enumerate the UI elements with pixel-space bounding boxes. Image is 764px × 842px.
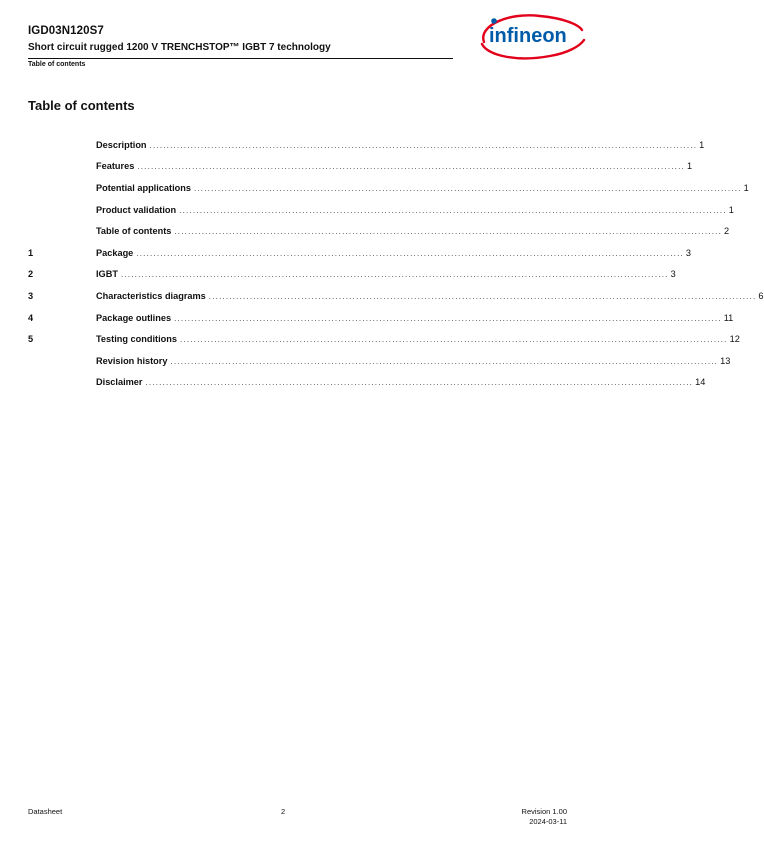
header-divider xyxy=(28,58,453,59)
toc-entry[interactable] xyxy=(28,177,749,199)
footer-doc-type: Datasheet xyxy=(28,807,63,816)
toc-entry-number: 2 xyxy=(28,269,34,280)
toc-entry-number: 4 xyxy=(28,312,34,323)
toc-dot-leader: ................................................................................................................................................................ xyxy=(145,378,694,388)
toc-entry-label[interactable]: IGBT xyxy=(96,269,118,280)
toc-entry-line xyxy=(96,247,692,258)
toc-entry-label[interactable]: Product validation xyxy=(96,204,177,215)
toc-entry-page[interactable]: 3 xyxy=(670,269,676,280)
document-subtitle: Short circuit rugged 1200 V TRENCHSTOP™ IGBT 7 technology xyxy=(28,42,331,53)
toc-entry-page[interactable]: 14 xyxy=(695,377,706,388)
toc-entry[interactable] xyxy=(28,264,676,286)
toc-entry-page[interactable]: 13 xyxy=(720,355,731,366)
toc-entry-label[interactable]: Features xyxy=(96,161,135,172)
toc-entry[interactable] xyxy=(28,372,706,394)
toc-heading: Table of contents xyxy=(28,98,135,113)
toc-dot-leader: ................................................................................................................................................................ xyxy=(136,248,684,258)
toc-entry-label[interactable]: Characteristics diagrams xyxy=(96,290,206,301)
toc-entry-line xyxy=(96,355,731,366)
toc-entry-line xyxy=(96,139,705,150)
toc-entry-page[interactable]: 3 xyxy=(685,247,692,258)
toc-entry-label[interactable]: Revision history xyxy=(96,355,168,366)
toc-entry-line xyxy=(96,226,730,237)
toc-entry[interactable] xyxy=(28,307,734,329)
toc-entry-line xyxy=(96,182,749,193)
toc-entry-label[interactable]: Potential applications xyxy=(96,182,191,193)
toc-entry[interactable] xyxy=(28,156,693,178)
toc-entry-line xyxy=(96,377,706,388)
toc-entry-label[interactable]: Testing conditions xyxy=(96,334,177,345)
toc-dot-leader: ................................................................................................................................................................ xyxy=(193,183,742,193)
toc-entry-page[interactable]: 1 xyxy=(728,204,734,215)
footer-page-number: 2 xyxy=(281,807,286,816)
toc-dot-leader: ................................................................................................................................................................ xyxy=(137,162,685,172)
toc-entry[interactable] xyxy=(28,285,764,307)
toc-entry[interactable] xyxy=(28,350,731,372)
toc-entry-label[interactable]: Disclaimer xyxy=(96,377,143,388)
toc-dot-leader: ................................................................................................................................................................ xyxy=(174,313,722,323)
toc-entry-page[interactable]: 1 xyxy=(743,182,749,193)
toc-entry-page[interactable]: 1 xyxy=(686,161,693,172)
toc-entry[interactable] xyxy=(28,220,730,242)
page-header xyxy=(28,24,453,68)
footer-revision: Revision 1.00 xyxy=(521,807,567,816)
toc-dot-leader: ................................................................................................................................................................ xyxy=(149,140,698,150)
toc-entry-number: 3 xyxy=(28,290,34,301)
toc-entry-page[interactable]: 12 xyxy=(729,334,740,345)
toc-entry[interactable] xyxy=(28,328,740,350)
toc-entry-number: 1 xyxy=(28,247,34,258)
toc-entry-line xyxy=(96,290,764,301)
toc-entry-number: 5 xyxy=(28,334,34,345)
toc-entry-page[interactable]: 11 xyxy=(723,312,734,323)
toc-entry-label[interactable]: Description xyxy=(96,139,147,150)
toc-entry-line xyxy=(96,204,734,215)
toc-dot-leader: ................................................................................................................................................................ xyxy=(179,205,727,215)
toc-list xyxy=(28,134,764,393)
toc-dot-leader: ................................................................................................................................................................ xyxy=(179,335,728,345)
toc-dot-leader: ................................................................................................................................................................ xyxy=(208,291,757,301)
toc-entry[interactable] xyxy=(28,242,692,264)
toc-entry-page[interactable]: 2 xyxy=(724,226,730,237)
toc-entry[interactable] xyxy=(28,134,705,156)
toc-dot-leader: ................................................................................................................................................................ xyxy=(170,356,719,366)
toc-entry-label[interactable]: Package xyxy=(96,247,134,258)
toc-entry-page[interactable]: 6 xyxy=(758,290,764,301)
toc-entry[interactable] xyxy=(28,199,734,221)
toc-entry-label[interactable]: Table of contents xyxy=(96,226,172,237)
toc-entry-line xyxy=(96,312,734,323)
logo-wordmark: infineon xyxy=(489,25,567,47)
footer-revision-block xyxy=(522,807,567,827)
toc-entry-line xyxy=(96,269,676,280)
toc-entry-line xyxy=(96,161,693,172)
footer-date: 2024-03-11 xyxy=(529,817,567,826)
running-section-label: Table of contents xyxy=(28,61,86,68)
infineon-logo xyxy=(478,12,586,60)
toc-entry-label[interactable]: Package outlines xyxy=(96,312,172,323)
toc-entry-page[interactable]: 1 xyxy=(699,139,705,150)
part-number: IGD03N120S7 xyxy=(28,25,104,37)
toc-dot-leader: ................................................................................................................................................................ xyxy=(174,227,722,237)
toc-entry-line xyxy=(96,334,740,345)
toc-dot-leader: ................................................................................................................................................................ xyxy=(120,270,669,280)
